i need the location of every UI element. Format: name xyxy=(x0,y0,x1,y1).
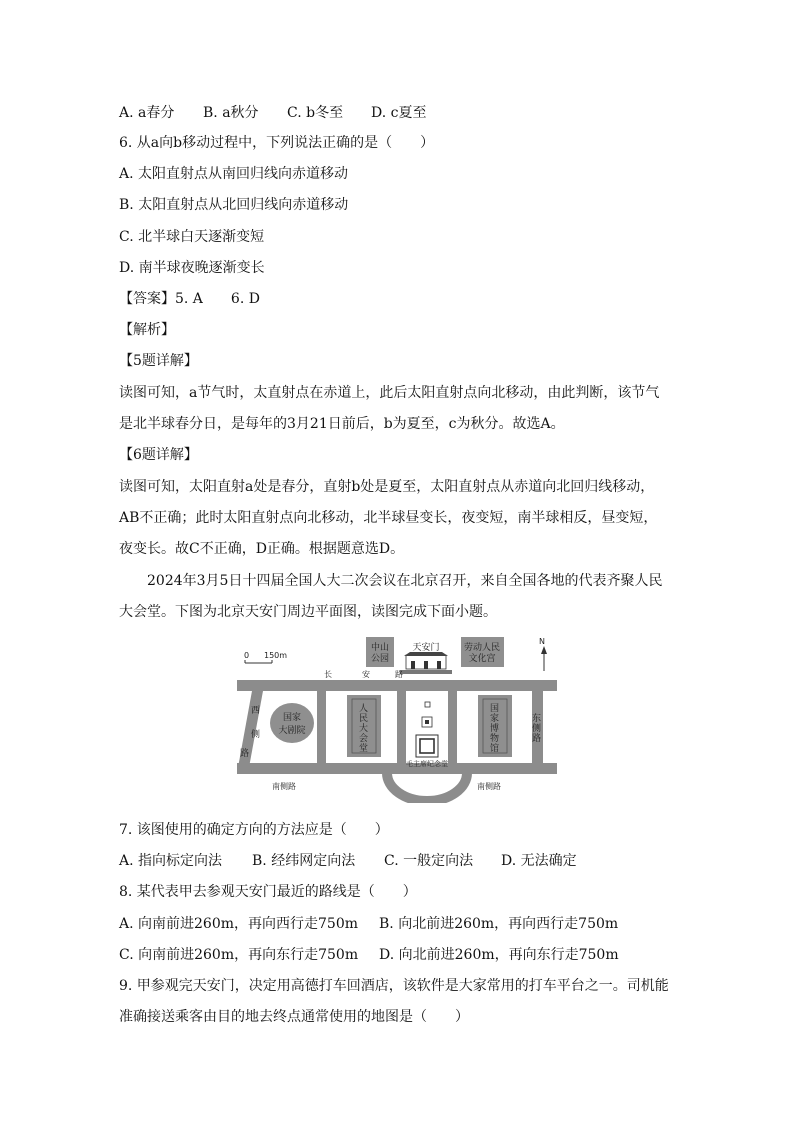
mausoleum-label: 毛主席纪念堂 xyxy=(406,760,448,768)
theater-label-1: 国家 xyxy=(282,713,302,723)
q6-detail-line-1: 读图可知，太阳直射a处是春分，直射b处是夏至，太阳直射点从赤道向北回归线移动， xyxy=(119,479,655,495)
q9-line-1: 9. 甲参观完天安门，决定用高德打车回酒店，该软件是大家常用的打车平台之一。司机能 xyxy=(119,978,669,994)
south-road-label-right: 南侧路 xyxy=(477,782,501,791)
q7-stem: 7. 该图使用的确定方向的方法应是（ ） xyxy=(119,822,389,838)
museum-char-1: 国 xyxy=(490,704,500,714)
inner-road-1 xyxy=(317,691,326,765)
q8-option-b: B. 向北前进260m，再向西行走750m xyxy=(379,916,619,932)
q7-options xyxy=(119,851,577,871)
q6-option-d: D. 南半球夜晚逐渐变长 xyxy=(119,260,265,276)
tiananmen-base xyxy=(400,670,452,674)
north-arrow-icon xyxy=(541,646,547,671)
west-side-road xyxy=(237,680,265,773)
analysis-label: 【解析】 xyxy=(119,322,175,338)
q6-option-a: A. 太阳直射点从南回归线向赤道移动 xyxy=(119,166,349,182)
museum-char-4: 物 xyxy=(490,734,500,744)
q6-option-c: C. 北半球白天逐渐变短 xyxy=(119,229,265,245)
answer-line xyxy=(119,289,260,309)
north-label: N xyxy=(539,637,545,646)
inner-road-3 xyxy=(448,691,457,765)
dongce-label-1: 东 xyxy=(532,714,542,724)
great-hall-char-5: 堂 xyxy=(359,744,369,754)
q5-option-a: A. a春分 xyxy=(119,105,175,121)
laodong-label-1: 劳动人民 xyxy=(463,643,501,653)
q5-option-c: C. b冬至 xyxy=(287,105,344,121)
q5-options xyxy=(119,103,426,123)
dongce-label-3: 路 xyxy=(532,734,542,744)
museum-char-3: 博 xyxy=(490,724,500,734)
q7-option-b: B. 经纬网定向法 xyxy=(252,853,356,869)
q6-stem: 6. 从a向b移动过程中，下列说法正确的是（ ） xyxy=(119,135,435,151)
changan-label-2: 安 xyxy=(362,670,370,679)
great-hall-char-4: 会 xyxy=(359,734,369,744)
q8-options-row-1 xyxy=(119,914,618,934)
national-theater xyxy=(270,703,314,743)
xice-label-2: 侧 xyxy=(251,730,261,740)
scale-label: 150m xyxy=(264,651,288,660)
xice-label-3: 路 xyxy=(240,749,250,759)
monument-marker xyxy=(425,702,430,707)
changan-label-1: 长 xyxy=(324,670,332,679)
great-hall-char-1: 人 xyxy=(359,704,369,714)
zhongshan-label-2: 公园 xyxy=(370,654,390,664)
museum-char-5: 馆 xyxy=(490,744,500,754)
map-svg xyxy=(232,633,562,803)
q6-detail-heading: 【6题详解】 xyxy=(119,447,198,463)
tiananmen-gate-icon xyxy=(404,652,448,669)
laodong-label-2: 文化宫 xyxy=(468,654,496,664)
great-hall-char-3: 大 xyxy=(359,724,369,734)
q8-stem: 8. 某代表甲去参观天安门最近的路线是（ ） xyxy=(119,884,417,900)
q7-option-a: A. 指向标定向法 xyxy=(119,853,223,869)
q8-options-row-2 xyxy=(119,945,619,965)
q9-line-2: 准确接送乘客由目的地去终点通常使用的地图是（ ） xyxy=(119,1009,469,1025)
q7-option-d: D. 无法确定 xyxy=(501,853,577,869)
intro-line-1: 2024年3月5日十四届全国人大二次会议在北京召开，来自全国各地的代表齐聚人民 xyxy=(147,573,663,589)
zhongshan-label-1: 中山 xyxy=(370,643,390,653)
changan-label-3: 路 xyxy=(395,670,403,679)
answer-label: 【答案】 xyxy=(119,291,175,307)
q6-detail-line-3: 夜变长。故C不正确，D正确。根据题意选D。 xyxy=(119,541,405,557)
scale-zero: 0 xyxy=(244,651,250,660)
q8-option-d: D. 向北前进260m，再向东行走750m xyxy=(379,947,619,963)
south-arc-road xyxy=(387,773,467,801)
q5-option-b: B. a秋分 xyxy=(203,105,259,121)
q5-detail-line-1: 读图可知，a节气时，太直射点在赤道上，此后太阳直射点向北移动，由此判断，该节气 xyxy=(119,385,660,401)
xice-label-1: 西 xyxy=(251,706,261,716)
inner-road-2 xyxy=(397,691,406,765)
tiananmen-label: 天安门 xyxy=(412,643,440,653)
q8-option-c: C. 向南前进260m，再向东行走750m xyxy=(119,947,359,963)
q6-option-b: B. 太阳直射点从北回归线向赤道移动 xyxy=(119,197,349,213)
answer-text: 5. A 6. D xyxy=(175,291,260,307)
south-road-label-left: 南侧路 xyxy=(272,782,296,791)
dongce-label-2: 侧 xyxy=(532,724,542,734)
great-hall-char-2: 民 xyxy=(359,714,369,724)
museum-char-2: 家 xyxy=(490,714,500,724)
tiananmen-map xyxy=(232,633,562,803)
q5-detail-heading: 【5题详解】 xyxy=(119,353,198,369)
intro-line-2: 大会堂。下图为北京天安门周边平面图，读图完成下面小题。 xyxy=(119,604,497,620)
flag-marker-inner xyxy=(425,720,429,724)
q5-detail-line-2: 是北半球春分日，是每年的3月21日前后，b为夏至，c为秋分。故选A。 xyxy=(119,416,565,432)
q7-option-c: C. 一般定向法 xyxy=(384,853,474,869)
changan-road xyxy=(237,680,557,691)
theater-label-2: 大剧院 xyxy=(278,726,306,736)
q5-option-d: D. c夏至 xyxy=(371,105,427,121)
q6-detail-line-2: AB不正确；此时太阳直射点向北移动，北半球昼变长，夜变短，南半球相反，昼变短， xyxy=(119,510,658,526)
q8-option-a: A. 向南前进260m，再向西行走750m xyxy=(119,916,359,932)
